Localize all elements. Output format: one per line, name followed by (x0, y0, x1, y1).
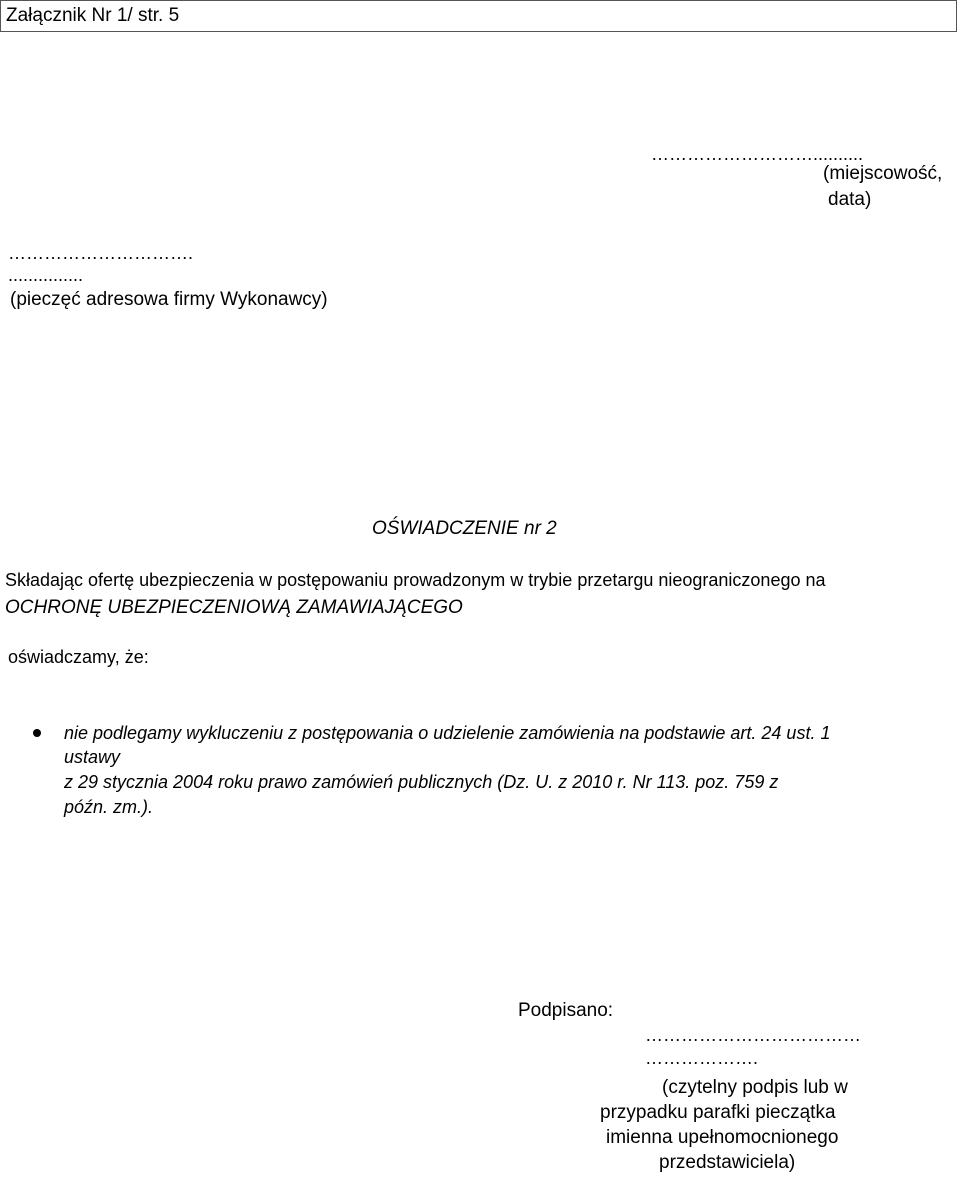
document-title: OŚWIADCZENIE nr 2 (372, 518, 557, 539)
intro-line-1: Składając ofertę ubezpieczenia w postępowaniu prowadzonym w trybie przetargu nieograniczonego na (5, 570, 826, 590)
stamp-dots-2: ............... (8, 265, 84, 285)
bullet-line-1: nie podlegamy wykluczeniu z postępowania o udzielenie zamówienia na podstawie art. 24 ust. 1 (64, 723, 831, 743)
header-box (0, 0, 957, 32)
signature-note-line-3: imienna upełnomocnionego (606, 1127, 839, 1148)
place-date-dots: ……………………….......... (651, 144, 864, 164)
signature-dots-2: ………………. (645, 1048, 759, 1068)
stamp-label: (pieczęć adresowa firmy Wykonawcy) (10, 289, 328, 310)
bullet-point (33, 729, 41, 737)
intro-line-2: OCHRONĘ UBEZPIECZENIOWĄ ZAMAWIAJĄCEGO (5, 597, 463, 618)
stamp-dots-1: …………………………. (8, 243, 194, 263)
signature-note-line-2: przypadku parafki pieczątka (600, 1102, 836, 1123)
signature-note-line-4: przedstawiciela) (659, 1152, 796, 1173)
signature-label: Podpisano: (518, 1000, 614, 1021)
bullet-line-4: późn. zm.). (64, 797, 154, 817)
declaration-text: oświadczamy, że: (8, 647, 149, 667)
signature-note-line-1: (czytelny podpis lub w (662, 1077, 848, 1098)
bullet-line-2: ustawy (64, 747, 121, 767)
place-date-label-line2: data) (828, 189, 872, 210)
signature-dots-1: ……………………………… (645, 1025, 861, 1045)
header-text: Załącznik Nr 1/ str. 5 (6, 5, 180, 26)
place-date-label-line1: (miejscowość, (823, 163, 943, 184)
bullet-line-3: z 29 stycznia 2004 roku prawo zamówień publicznych (Dz. U. z 2010 r. Nr 113. poz. 759 z (64, 772, 779, 792)
